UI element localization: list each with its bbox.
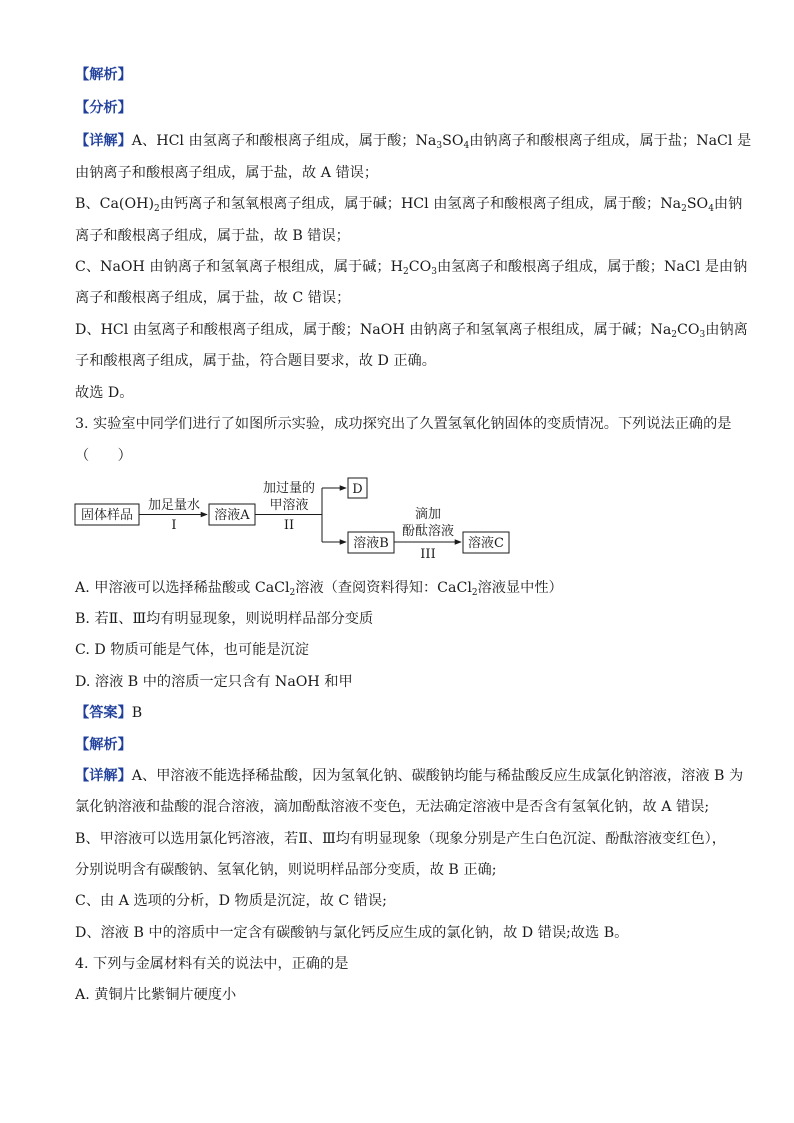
q2-option-c-line1: C、NaOH 由钠离子和氢氧离子根组成，属于碱；$H_2CO_3$由氢离子和酸根离子组成，属于酸；NaCl 是由钠 (75, 259, 748, 277)
box-solution-b-label: 溶液B (353, 536, 389, 551)
q3-explanation-line4: 分别说明含有碳酸钠、氢氧化钠，则说明样品部分变质，故 B 正确; (75, 862, 497, 878)
q3-answer (75, 703, 735, 723)
q2-option-d-line1: D、HCl 由氢离子和酸根离子组成，属于酸；NaOH 由钠离子和氢氧离子根组成，属于碱；$Na_2CO_3$由钠离 (75, 322, 748, 340)
experiment-flow-diagram (70, 472, 530, 564)
analysis-subheading: 【分析】 (75, 100, 132, 116)
answer-tag: 【答案】 (75, 705, 132, 721)
box-d-label: D (352, 482, 363, 497)
q3-explanation-line1: 【详解】A、甲溶液不能选择稀盐酸，因为氢氧化钠、碳酸钠均能与稀盐酸反应生成氯化钠溶液，溶液 B 为 (75, 768, 744, 784)
box-solution-a-label: 溶液A (214, 508, 250, 523)
detail-tag: 【详解】 (75, 133, 132, 149)
q2-option-d-line2: 子和酸根离子组成，属于盐，符合题目要求，故 D 正确。 (75, 353, 436, 369)
q3-explanation-line6: D、溶液 B 中的溶质中一定含有碳酸钠与氯化钙反应生成的氯化钠，故 D 错误;故选 B。 (75, 925, 629, 941)
step-2-number: II (283, 518, 295, 533)
q3-detail-tag: 【详解】 (75, 768, 132, 784)
step-1-number: I (171, 518, 177, 533)
step-3-label-line2: 酚酞溶液 (401, 524, 455, 539)
box-solution-c-label: 溶液C (468, 536, 504, 551)
q2-option-a-line1: 【详解】A、HCl 由氢离子和酸根离子组成，属于酸；$Na_3SO_4$由钠离子和酸根离子组成，属于盐；NaCl 是 (75, 133, 752, 151)
step-1-label: 加足量水 (147, 498, 201, 513)
q3-explanation-line3: B、甲溶液可以选用氯化钙溶液，若Ⅱ、Ⅲ均有明显现象（现象分别是产生白色沉淀、酚酞溶液变红色）， (75, 831, 726, 847)
box-solid-sample-label: 固体样品 (80, 508, 134, 523)
q2-option-a-line2: 由钠离子和酸根离子组成，属于盐，故 A 错误； (75, 165, 379, 181)
q4-option-a: A. 黄铜片比紫铜片硬度小 (75, 987, 237, 1003)
step-3-label-line1: 滴加 (414, 507, 442, 522)
step-2-label-line1: 加过量的 (262, 481, 316, 496)
q3-explanation-line2: 氯化钠溶液和盐酸的混合溶液，滴加酚酞溶液不变色，无法确定溶液中是否含有氢氧化钠，故 A 错误; (75, 799, 710, 815)
q2-option-c-line2: 离子和酸根离子组成，属于盐，故 C 错误； (75, 290, 351, 306)
q3-stem-line1: 3. 实验室中同学们进行了如图所示实验，成功探究出了久置氢氧化钠固体的变质情况。下列说法正确的是 (75, 416, 732, 432)
analysis-heading: 【解析】 (75, 67, 132, 83)
q3-option-d: D. 溶液 B 中的溶质一定只含有 NaOH 和甲 (75, 674, 353, 690)
q3-option-b: B. 若Ⅱ、Ⅲ均有明显现象，则说明样品部分变质 (75, 611, 374, 627)
answer-value: B (131, 705, 143, 721)
q3-stem-line2: （ ） (75, 448, 132, 464)
q2-conclusion: 故选 D。 (75, 385, 134, 401)
q3-analysis-heading: 【解析】 (75, 737, 132, 753)
q3-explanation-line5: C、由 A 选项的分析，D 物质是沉淀，故 C 错误; (75, 893, 387, 909)
step-2-label-line2: 甲溶液 (269, 498, 309, 513)
q3-option-a: A. 甲溶液可以选择稀盐酸或 CaCl$_2$溶液（查阅资料得知：CaCl$_2$溶液显中性） (75, 580, 563, 598)
q2-option-b-line1: B、$Ca(OH)_2$由钙离子和氢氧根离子组成，属于碱；HCl 由氢离子和酸根离子组成，属于酸；$Na_2SO_4$由钠 (75, 196, 743, 214)
q2-option-b-line2: 离子和酸根离子组成，属于盐，故 B 错误； (75, 228, 350, 244)
step-3-number: III (420, 547, 436, 562)
q4-stem: 4. 下列与金属材料有关的说法中，正确的是 (75, 956, 349, 972)
q3-option-c: C. D 物质可能是气体，也可能是沉淀 (75, 642, 309, 658)
